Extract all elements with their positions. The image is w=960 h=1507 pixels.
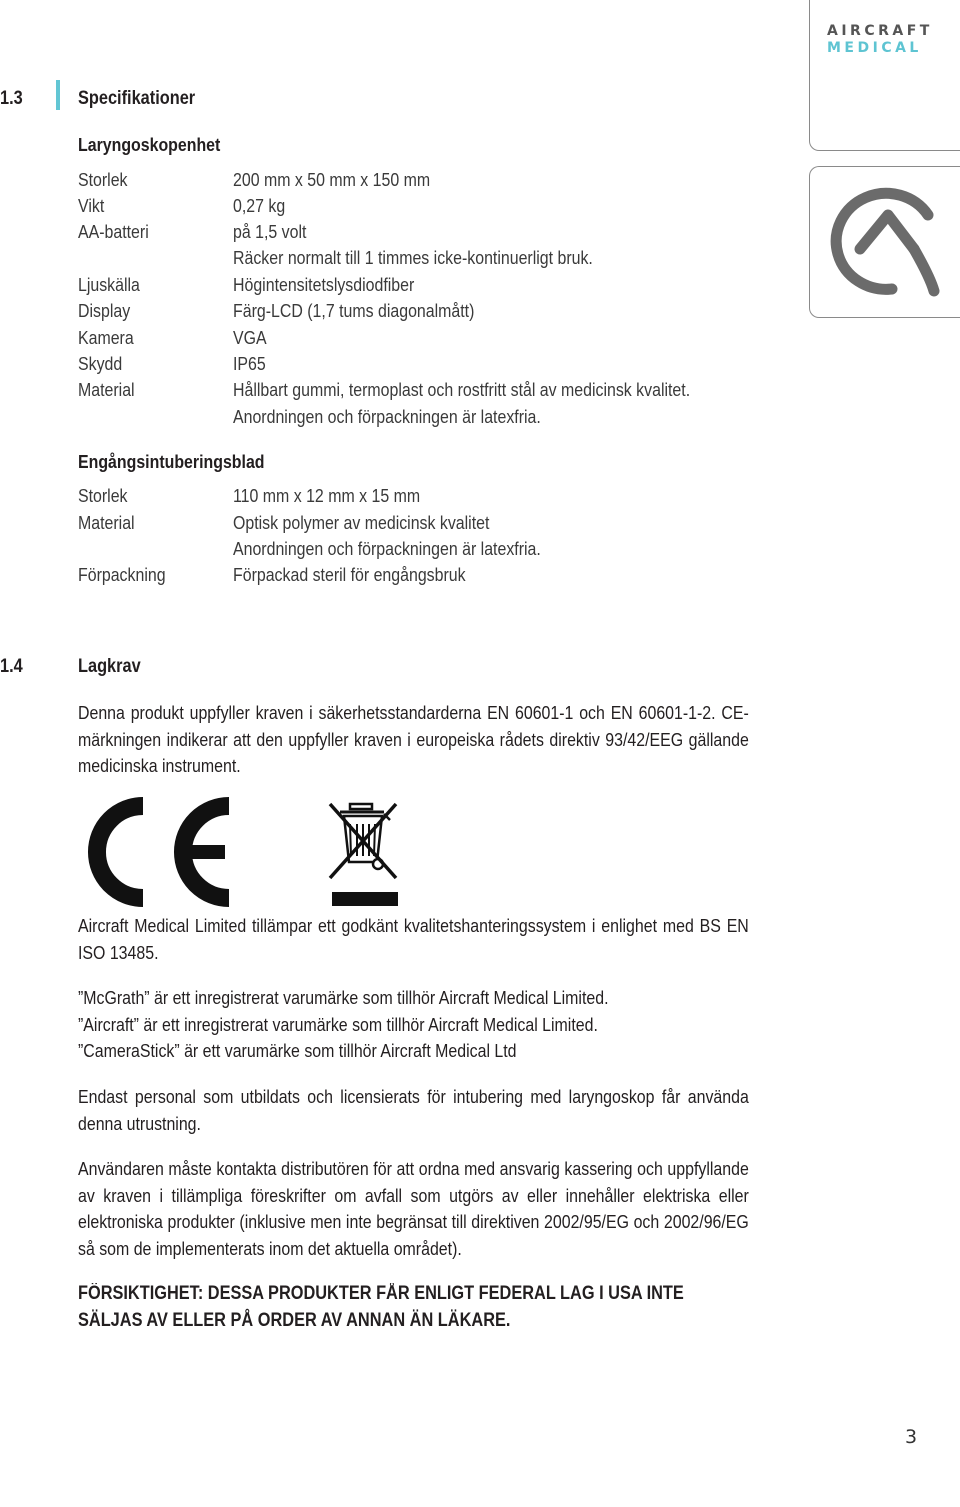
spec-label: Kamera — [78, 327, 134, 348]
spec-label: Material — [78, 379, 135, 400]
page-number: 3 — [905, 1426, 918, 1448]
spec-value: IP65 — [233, 353, 266, 374]
spec-value: Anordningen och förpackningen är latexfria. — [233, 406, 541, 427]
section-number: 1.4 — [0, 656, 23, 677]
section-accent-bar — [56, 80, 60, 110]
spec-value: Förpackad steril för engångsbruk — [233, 564, 466, 585]
personnel-statement: Endast personal som utbildats och licensierats för intubering med laryngoskop får använda denna utrustning. — [78, 1086, 749, 1134]
trademark-line: ”Aircraft” är ett inregistrerat varumärke som tillhör Aircraft Medical Limited. — [78, 1014, 598, 1035]
spec-label: Material — [78, 512, 135, 533]
disposal-statement: Användaren måste kontakta distributören för att ordna med ansvarig kassering och uppfyllande av kraven i tillämpliga föreskrifter om avfall som utgörs av eller innehåller elektriska eller elektroniska produkter (inklusive men inte begränsat till direktiven 2002/95/EG och 2002/96/EG så som de implementerats inom det aktuella området). — [78, 1158, 749, 1259]
brand-name-line2: MEDICAL — [827, 40, 922, 56]
spec-value: 200 mm x 50 mm x 150 mm — [233, 169, 431, 190]
spec-label: Ljuskälla — [78, 274, 140, 295]
subsection-heading: Laryngoskopenhet — [78, 134, 221, 155]
spec-label: Storlek — [78, 169, 128, 190]
section-title: Specifikationer — [78, 88, 196, 109]
trademark-line: ”McGrath” är ett inregistrerat varumärke som tillhör Aircraft Medical Limited. — [78, 987, 609, 1008]
caution-statement: FÖRSIKTIGHET: DESSA PRODUKTER FÅR ENLIGT FEDERAL LAG I USA INTE SÄLJAS AV ELLER PÅ ORDER AV ANNAN ÄN LÄKARE. — [78, 1283, 684, 1331]
spec-value: 0,27 kg — [233, 195, 286, 216]
spec-value: Hållbart gummi, termoplast och rostfritt stål av medicinsk kvalitet. — [233, 379, 691, 400]
spec-value: 110 mm x 12 mm x 15 mm — [233, 485, 421, 506]
spec-label: Display — [78, 300, 131, 321]
spec-value: Färg-LCD (1,7 tums diagonalmått) — [233, 300, 475, 321]
spec-label: AA-batteri — [78, 221, 149, 242]
spec-label: Vikt — [78, 195, 105, 216]
spec-value: Optisk polymer av medicinsk kvalitet — [233, 512, 490, 533]
spec-label: Förpackning — [78, 564, 166, 585]
spec-value: VGA — [233, 327, 267, 348]
spec-value: på 1,5 volt — [233, 221, 307, 242]
weee-bin-icon — [326, 800, 402, 908]
section-title: Lagkrav — [78, 656, 141, 677]
aircraft-logo-icon — [830, 185, 948, 300]
spec-label: Skydd — [78, 353, 123, 374]
spec-label: Storlek — [78, 485, 128, 506]
brand-name-line1: AIRCRAFT — [827, 23, 933, 39]
regulatory-intro: Denna produkt uppfyller kraven i säkerhetsstandarderna EN 60601-1 och EN 60601-1-2. CE-märkningen indikerar att den uppfyller kraven i europeiska rådets direktiv 93/42/EEG gällande medicinska instrument. — [78, 702, 749, 776]
spec-value: Anordningen och förpackningen är latexfria. — [233, 538, 541, 559]
section-number: 1.3 — [0, 88, 23, 109]
spec-value: Högintensitetslysdiodfiber — [233, 274, 415, 295]
spec-value: Räcker normalt till 1 timmes icke-kontinuerligt bruk. — [233, 247, 593, 268]
trademark-line: ”CameraStick” är ett varumärke som tillhör Aircraft Medical Ltd — [78, 1040, 517, 1061]
ce-mark-icon — [79, 797, 235, 907]
quality-statement: Aircraft Medical Limited tillämpar ett godkänt kvalitetshanteringssystem i enlighet med BS EN ISO 13485. — [78, 915, 749, 963]
subsection-heading: Engångsintuberingsblad — [78, 451, 265, 472]
